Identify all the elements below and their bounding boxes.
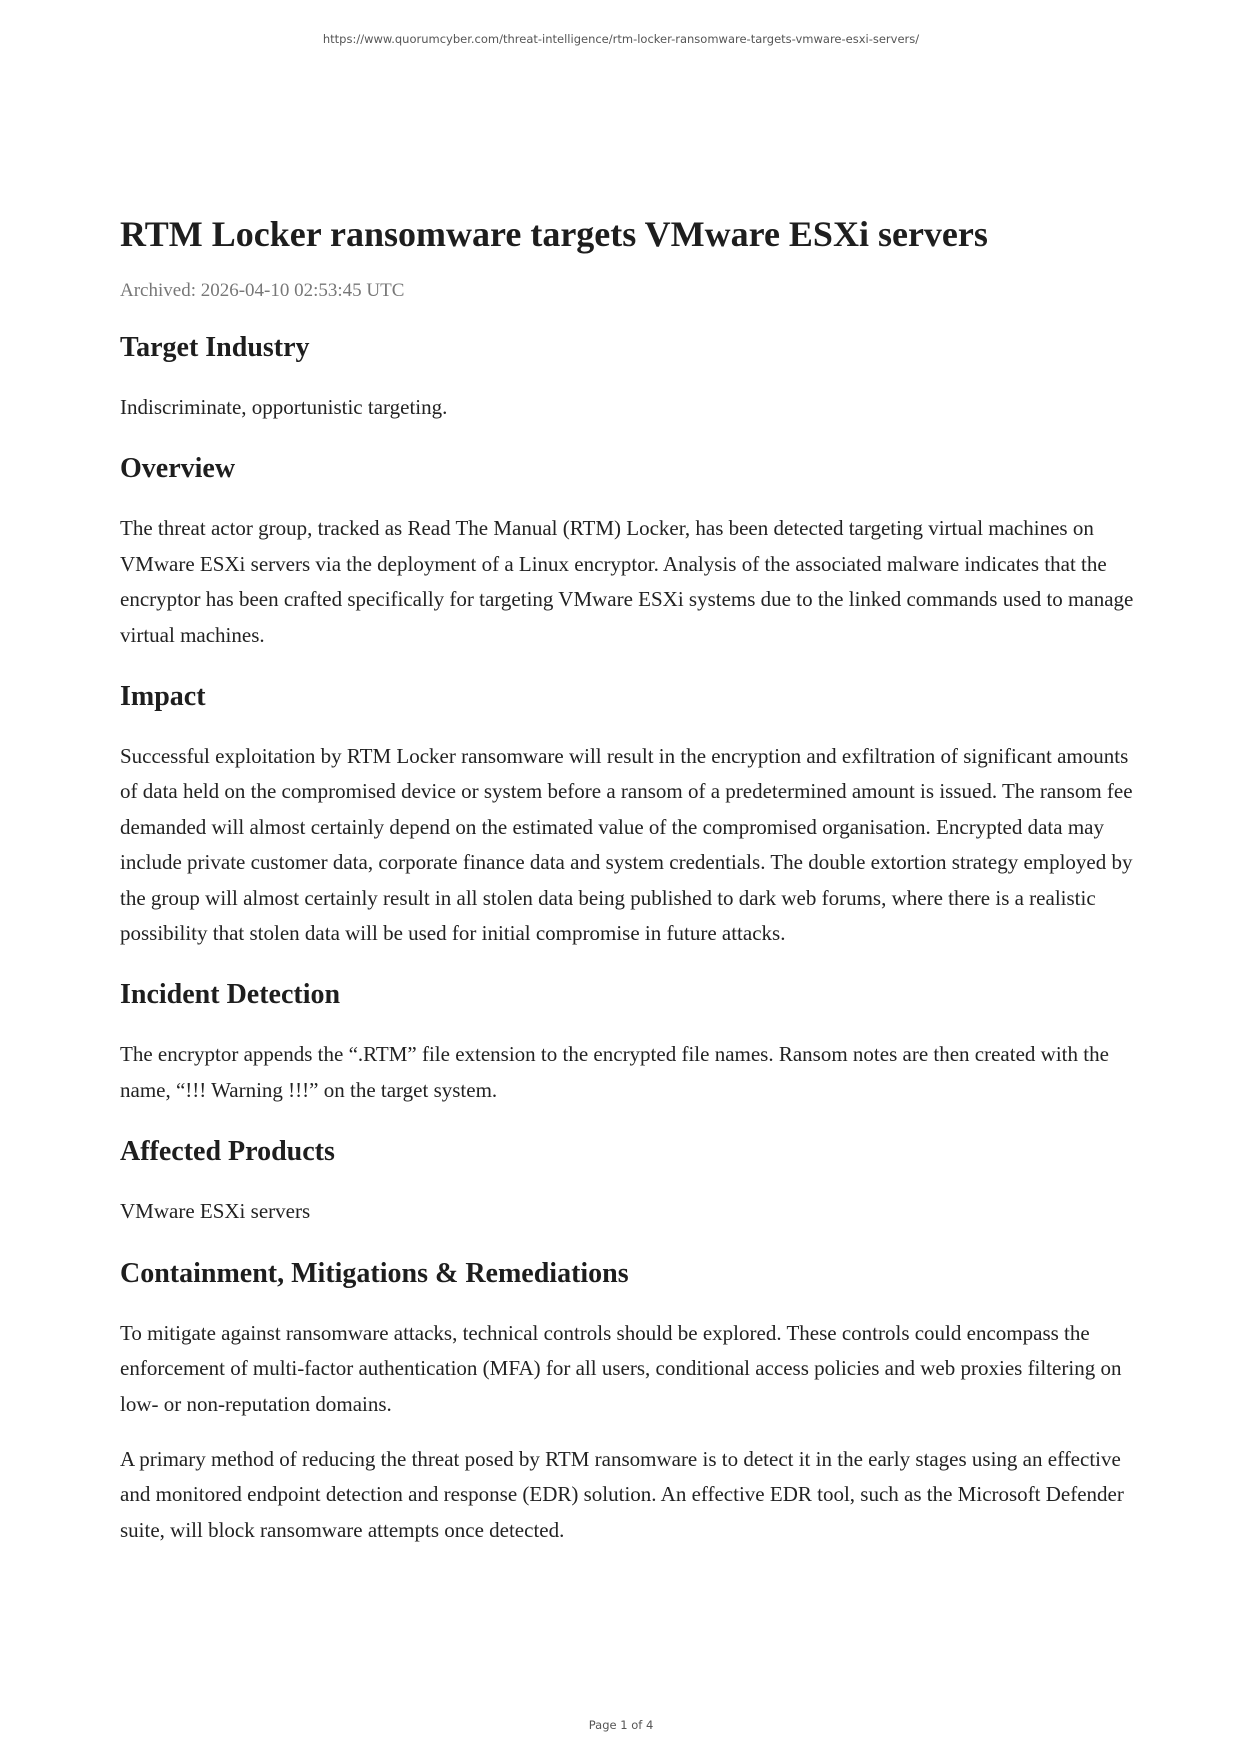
paragraph-affected-products: VMware ESXi servers: [120, 1199, 311, 1224]
heading-overview: Overview: [120, 453, 236, 485]
page-number: Page 1 of 4: [588, 1718, 654, 1732]
archived-timestamp: Archived: 2026-04-10 02:53:45 UTC: [120, 280, 405, 301]
paragraph-containment-1: To mitigate against ransomware attacks, technical controls should be explored. These controls could encompass the enforcement of multi-factor authentication (MFA) for all users, conditional access policies and web proxies filtering on low- or non-reputation domains.: [120, 1320, 1122, 1416]
heading-target-industry: Target Industry: [120, 332, 310, 363]
paragraph-target-industry: Indiscriminate, opportunistic targeting.: [120, 395, 448, 419]
article: [120, 212, 1140, 1548]
article-title: RTM Locker ransomware targets VMware ESXi servers: [120, 214, 988, 254]
paragraph-impact: Successful exploitation by RTM Locker ransomware will result in the encryption and exfiltration of significant amounts of data held on the compromised device or system before a ransom of a predetermined amount is issued. The ransom fee demanded will almost certainly depend on the estimated value of the compromised organisation. Encrypted data may include private customer data, corporate finance data and system credentials. The double extortion strategy employed by the group will almost certainly result in all stolen data being published to dark web forums, where there is a realistic possibility that stolen data will be used for initial compromise in future attacks.: [120, 744, 1133, 946]
source-url: https://www.quorumcyber.com/threat-intelligence/rtm-locker-ransomware-targets-vmware-esxi-servers/: [322, 32, 920, 46]
heading-impact: Impact: [120, 681, 206, 713]
paragraph-overview: The threat actor group, tracked as Read The Manual (RTM) Locker, has been detected targeting virtual machines on VMware ESXi servers via the deployment of a Linux encryptor. Analysis of the associated malware indicates that the encryptor has been crafted specifically for targeting VMware ESXi systems due to the linked commands used to manage virtual machines.: [120, 516, 1134, 647]
heading-affected-products: Affected Products: [120, 1136, 335, 1168]
heading-containment: Containment, Mitigations & Remediations: [120, 1257, 629, 1289]
heading-incident-detection: Incident Detection: [120, 979, 341, 1011]
paragraph-containment-2: A primary method of reducing the threat posed by RTM ransomware is to detect it in the early stages using an effective and monitored endpoint detection and response (EDR) solution. An effective EDR tool, such as the Microsoft Defender suite, will block ransomware attempts once detected.: [120, 1446, 1124, 1542]
paragraph-incident-detection: The encryptor appends the “.RTM” file extension to the encrypted file names. Ransom notes are then created with the name, “!!! Warning !!!” on the target system.: [120, 1042, 1109, 1102]
